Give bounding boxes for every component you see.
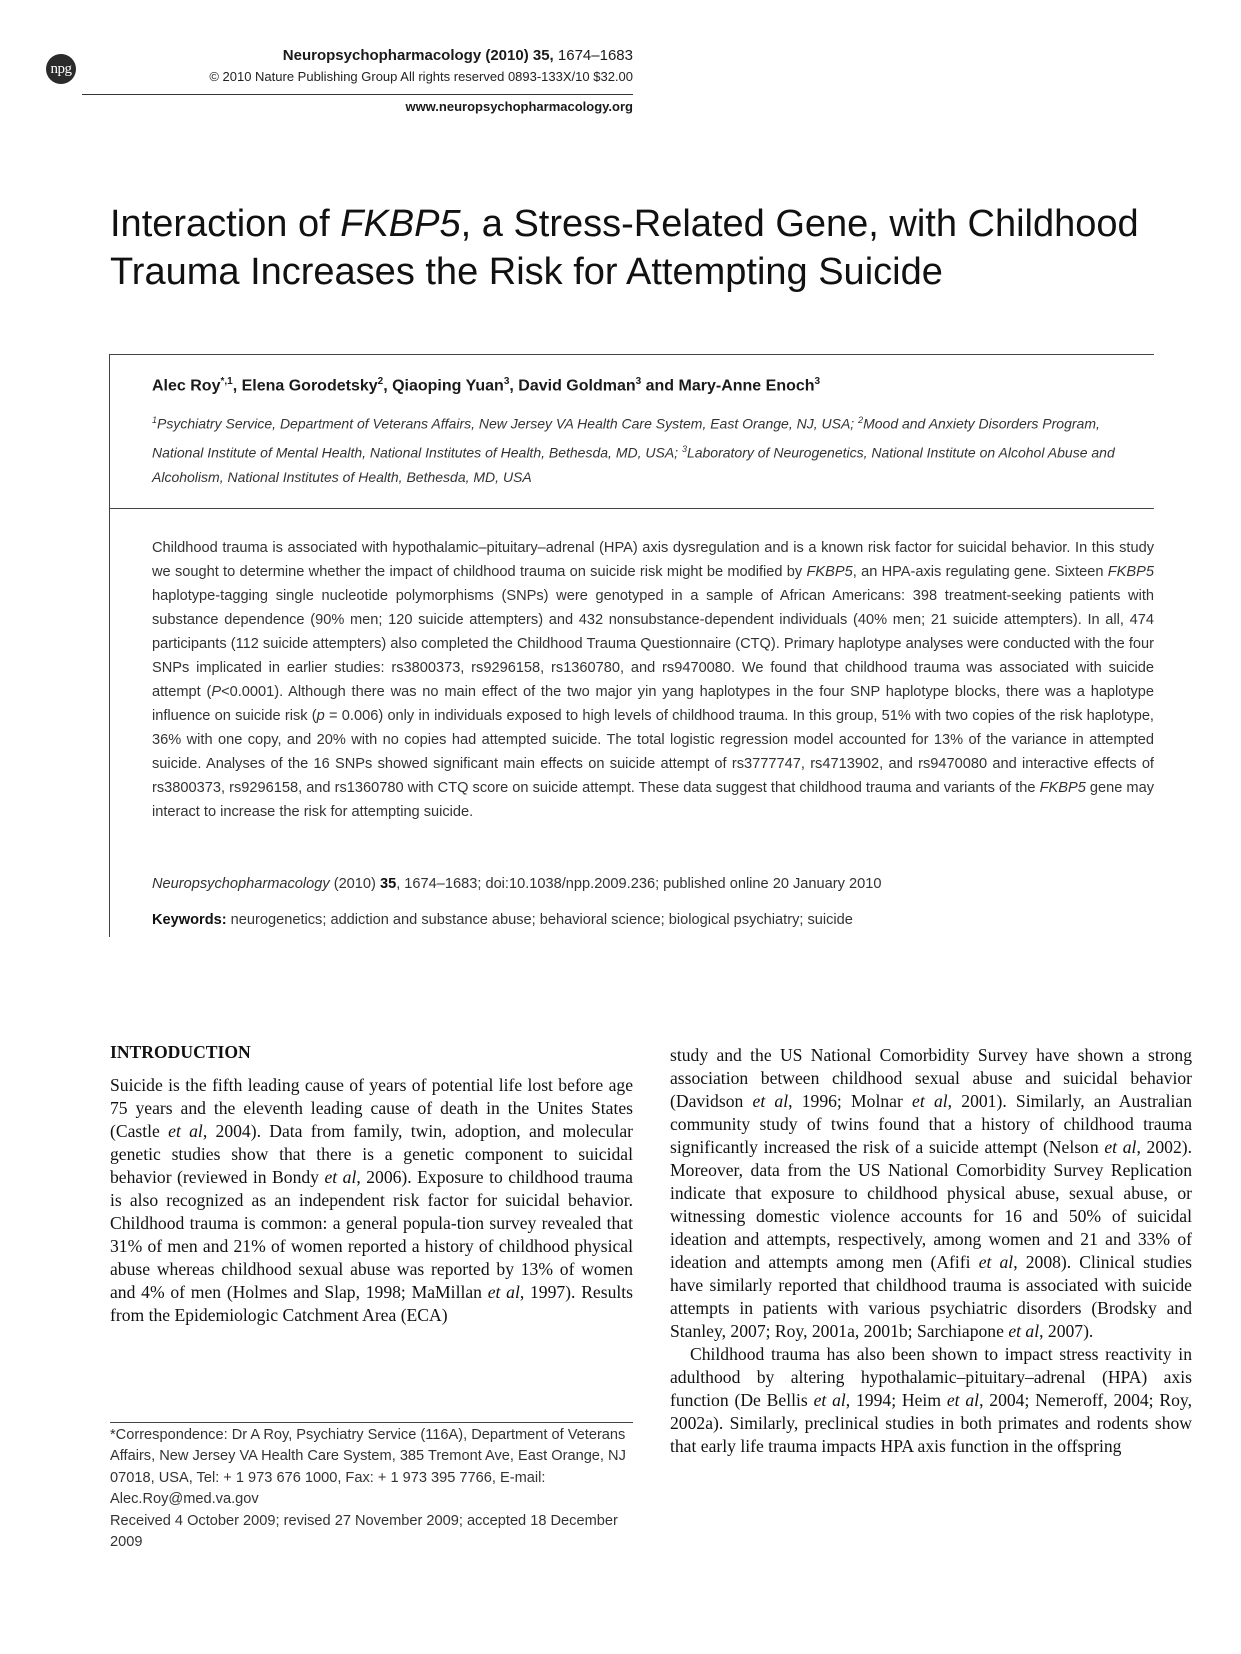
abstract-text: Childhood trauma is associated with hypothalamic–pituitary–adrenal (HPA) axis dysregulation and is a known risk factor for suicidal behavior. In this study we sought to determine whether the impact of childhood trauma on suicide risk might be modified by (152, 540, 1154, 580)
keywords (152, 912, 853, 928)
intro-paragraph (670, 1044, 1192, 1343)
et-al: et al (168, 1121, 203, 1141)
author-name: and Mary-Anne Enoch (641, 377, 815, 395)
author-sup: *,1 (220, 376, 233, 387)
affil-sup: 1 (152, 415, 158, 425)
stat-symbol: p (316, 708, 325, 724)
affil-text: Psychiatry Service, Department of Veterans Affairs, New Jersey VA Health Care System, East Orange, NJ, USA; (157, 415, 859, 432)
author-name: , Qiaoping Yuan (383, 377, 504, 395)
received-dates: Received 4 October 2009; revised 27 November 2009; accepted 18 December 2009 (110, 1512, 618, 1551)
title-gene: FKBP5 (340, 203, 461, 245)
intro-right-column (670, 1044, 1192, 1458)
et-al: et al (324, 1167, 357, 1187)
intro-paragraph (110, 1074, 633, 1327)
citation-doi: , 1674–1683; doi:10.1038/npp.2009.236; published online 20 January 2010 (396, 876, 882, 892)
body-text: , 1996; Molnar (788, 1091, 913, 1111)
body-text: , 2004; Nemeroff, 2004; Roy, 2002a). Similarly, preclinical studies in both primates and rodents show that early life trauma impacts HPA axis function in the offspring (670, 1390, 1192, 1456)
masthead-rule (82, 94, 633, 95)
citation-volume: 35 (379, 876, 397, 892)
et-al: et al (978, 1252, 1014, 1272)
citation-year: (2010) (329, 876, 380, 892)
journal-url[interactable]: www.neuropsychopharmacology.org (405, 99, 633, 114)
abstract (152, 536, 1154, 824)
author-sup: 3 (503, 376, 510, 387)
abstract-text: <0.0001). Although there was no main effect of the two major yin yang haplotypes in the four SNP haplotype blocks, there was a haplotype influence on suicide risk ( (152, 684, 1154, 724)
footnote (110, 1425, 633, 1553)
et-al: et al (487, 1282, 520, 1302)
author-list (152, 376, 820, 395)
publisher-line: © 2010 Nature Publishing Group All rights reserved 0893-133X/10 $32.00 (209, 69, 633, 84)
body-text: Suicide is the fifth leading cause of years of potential life lost before age 75 years and the eleventh leading cause of death in the Unites States (Castle (110, 1075, 633, 1141)
affiliations (152, 408, 1154, 490)
body-text: , 1997). Results from the Epidemiologic Catchment Area (ECA) (110, 1282, 634, 1325)
author-box-left-rule (109, 354, 110, 509)
abstract-text: gene may interact to increase the risk for attempting suicide. (152, 780, 1154, 820)
et-al: et al (946, 1390, 980, 1410)
et-al: et al (752, 1091, 789, 1111)
body-text: , 2006). Exposure to childhood trauma is also recognized as an independent risk factor for suicidal behavior. Childhood trauma is common: a general popula-tion survey revealed that 31% of men and 21% of women reported a history of childhood physical abuse whereas childhood sexual abuse was reported by 13% of women and 4% of men (Holmes and Slap, 1998; MaMillan (110, 1167, 633, 1302)
author-name: Alec Roy (152, 377, 221, 395)
author-name: , David Goldman (509, 377, 636, 395)
citation-journal: Neuropsychopharmacology (152, 876, 330, 892)
author-sup: 3 (635, 376, 642, 387)
et-al: et al (912, 1091, 948, 1111)
affil-text: Laboratory of Neurogenetics, National Institute on Alcohol Abuse and Alcoholism, National Institutes of Health, Bethesda, MD, USA (152, 444, 1115, 486)
intro-paragraph (670, 1343, 1192, 1458)
journal-line (283, 47, 633, 64)
body-text: , 1994; Heim (845, 1390, 947, 1410)
keywords-label: Keywords: (152, 912, 227, 928)
footnote-rule (110, 1422, 633, 1423)
body-text: study and the US National Comorbidity Survey have shown a strong association between childhood sexual abuse and suicidal behavior (Davidson (670, 1045, 1192, 1111)
affil-sup: 2 (858, 415, 864, 425)
body-text: , 2007). (1039, 1321, 1094, 1341)
et-al: et al (1008, 1321, 1040, 1341)
affil-text: Mood and Anxiety Disorders Program, National Institute of Mental Health, National Institutes of Health, Bethesda, MD, USA; (152, 415, 1100, 461)
affil-sup: 3 (681, 443, 687, 454)
article-title (110, 200, 1190, 296)
body-text: Childhood trauma has also been shown to impact stress reactivity in adulthood by altering hypothalamic–pituitary–adrenal (HPA) axis function (De Bellis (670, 1344, 1192, 1410)
gene-name: FKBP5 (806, 564, 853, 580)
npg-logo: npg (46, 54, 76, 84)
journal-name: Neuropsychopharmacology (2010) 35, (282, 47, 554, 64)
section-heading-introduction: INTRODUCTION (110, 1042, 251, 1062)
title-part-2: , a Stress-Related Gene, with Childhood Trauma Increases the Risk for Attempting Suicide (110, 203, 1139, 293)
author-sup: 3 (814, 376, 821, 387)
gene-name: FKBP5 (1039, 780, 1086, 796)
body-text: , 2002). Moreover, data from the US National Comorbidity Survey Replication indicate that exposure to childhood physical abuse, sexual abuse, or witnessing domestic violence accounts for 16 and 50% of suicidal ideation and attempts, respectively, among women and 21 and 33% of ideation and attempts among men (Afifi (670, 1137, 1192, 1272)
intro-left-column (110, 1074, 633, 1327)
abstract-text: = 0.006) only in individuals exposed to high levels of childhood trauma. In this group, 51% with two copies of the risk haplotype, 36% with one copy, and 20% with no copies had attempted suicide. The total logistic regression model accounted for 13% of the variance in attempted suicide. Analyses of the 16 SNPs showed significant main effects on suicide attempt of rs3777747, rs4713902, and rs9470080 and interactive effects of rs3800373, rs9296158, and rs1360780 with CTQ score on suicide attempt. These data suggest that childhood trauma and variants of the (152, 708, 1154, 796)
abstract-text: , an HPA-axis regulating gene. Sixteen (852, 564, 1108, 580)
abstract-left-rule (109, 509, 110, 937)
et-al: et al (1104, 1137, 1137, 1157)
citation (152, 876, 881, 892)
title-part-1: Interaction of (110, 203, 341, 245)
stat-symbol: P (211, 684, 222, 700)
correspondence-note: *Correspondence: Dr A Roy, Psychiatry Service (116A), Department of Veterans Affairs, New Jersey VA Health Care System, 385 Tremont Ave, East Orange, NJ 07018, USA, Tel: + 1 973 676 1000, Fax: + 1 973 395 7766, E-mail: Alec.Roy@med.va.gov (110, 1427, 626, 1508)
keywords-text: neurogenetics; addiction and substance abuse; behavioral science; biological psychiatry; suicide (226, 912, 853, 928)
journal-pages: 1674–1683 (557, 47, 633, 64)
body-text: , 2008). Clinical studies have similarly reported that childhood trauma is associated with suicide attempts in patients with various psychiatric disorders (Brodsky and Stanley, 2007; Roy, 2001a, 2001b; Sarchiapone (670, 1252, 1193, 1341)
author-box-bottom-rule (109, 508, 1154, 509)
et-al: et al (813, 1390, 846, 1410)
body-text: , 2004). Data from family, twin, adoption, and molecular genetic studies show that there is a genetic component to suicidal behavior (reviewed in Bondy (110, 1121, 634, 1187)
abstract-text: haplotype-tagging single nucleotide polymorphisms (SNPs) were genotyped in a sample of African Americans: 398 treatment-seeking patients with substance dependence (90% men; 120 suicide attempters) and 432 nonsubstance-dependent individuals (40% men; 21 suicide attempters). In all, 474 participants (112 suicide attempters) also completed the Childhood Trauma Questionnaire (CTQ). Primary haplotype analyses were conducted with the four SNPs implicated in earlier studies: rs3800373, rs9296158, rs1360780, and rs9470080. We found that childhood trauma was associated with suicide attempt ( (152, 588, 1154, 700)
author-sup: 2 (377, 376, 384, 387)
author-box-top-rule (109, 354, 1154, 355)
author-name: , Elena Gorodetsky (232, 377, 378, 395)
gene-name: FKBP5 (1107, 564, 1154, 580)
body-text: , 2001). Similarly, an Australian community study of twins found that a history of childhood trauma significantly increased the risk of a suicide attempt (Nelson (670, 1091, 1193, 1157)
